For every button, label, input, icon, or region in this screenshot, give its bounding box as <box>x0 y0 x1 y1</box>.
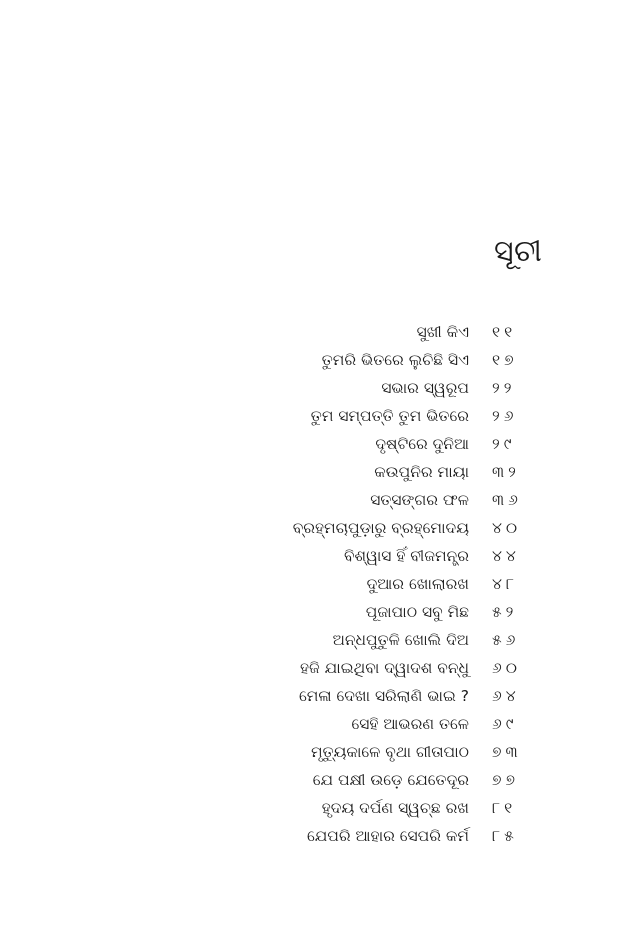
toc-row <box>0 598 633 626</box>
toc-entry-title: ତୁମ ସମ୍ପତ୍ତି ତୁମ ଭିତରେ <box>310 407 469 425</box>
toc-entry-title: ତୁମରି ଭିତରେ ଲୁଚିଛି ସିଏ <box>321 351 469 369</box>
toc-entry-title: ମେଳା ଦେଖା ସରିଲାଣି ଭାଇ ? <box>299 687 469 705</box>
toc-row <box>0 458 633 486</box>
toc-row <box>0 794 633 822</box>
toc-row <box>0 430 633 458</box>
toc-entry-page: ୬୪ <box>492 687 520 705</box>
toc-heading: ସୂଚୀ <box>494 234 543 269</box>
toc-entry-page: ୮୧ <box>492 799 517 817</box>
toc-row <box>0 374 633 402</box>
toc-row <box>0 402 633 430</box>
toc-entry-page: ୬୯ <box>492 715 518 733</box>
toc-row <box>0 514 633 542</box>
toc-row <box>0 542 633 570</box>
toc-entry-title: ବିଶ୍ୱାସ ହିଁ ବୀଜମନ୍ତ୍ର <box>343 547 469 565</box>
toc-entry-page: ୨୯ <box>492 435 516 453</box>
toc-row <box>0 766 633 794</box>
toc-entry-page: ୪୮ <box>492 575 519 593</box>
toc-row <box>0 654 633 682</box>
toc-row <box>0 346 633 374</box>
toc-entry-title: ହଜି ଯାଇଥିବା ଦ୍ୱାଦଶ ବନ୍ଧୁ <box>299 659 469 677</box>
toc-entry-title: ହୃଦୟ ଦର୍ପଣ ସ୍ୱଚ୍ଛ ରଖ <box>321 799 469 817</box>
toc-entry-page: ୭୭ <box>492 771 519 789</box>
toc-entry-page: ୬୦ <box>492 659 521 677</box>
toc-entry-title: ଦୁଆର ଖୋଲାରଖ <box>366 575 469 593</box>
toc-entry-title: ଅନ୍ଧପୁତୁଳି ଖୋଲି ଦିଅ <box>332 631 469 649</box>
toc-entry-title: ସଭାର ସ୍ୱରୂପ <box>381 379 469 397</box>
toc-entry-page: ୪୪ <box>492 547 520 565</box>
toc-entry-title: ବ୍ରହ୍ମଚାପୁଡ଼ାରୁ ବ୍ରହ୍ମୋଦୟ <box>292 519 469 537</box>
toc-entry-title: ସତ୍‌ସଙ୍ଗର ଫଳ <box>370 491 469 509</box>
toc-row <box>0 822 633 850</box>
toc-entry-title: ଯେ ପକ୍ଷୀ ଉଡ଼େ ଯେତେଦୂର <box>312 771 469 789</box>
toc-row <box>0 486 633 514</box>
toc-entry-title: ପୂଜାପାଠ ସବୁ ମିଛ <box>365 603 469 621</box>
toc-row <box>0 626 633 654</box>
toc-entry-page: ୪୦ <box>492 519 522 537</box>
toc-entry-page: ୨୨ <box>492 379 516 397</box>
toc-row <box>0 738 633 766</box>
toc-entry-page: ୩୬ <box>492 491 522 509</box>
toc-row <box>0 710 633 738</box>
toc-entry-page: ୧୧ <box>492 323 517 341</box>
toc-entry-title: ମୃତ୍ୟୁକାଳେ ବୃଥା ଗୀତାପାଠ <box>310 743 469 761</box>
toc-entry-page: ୧୭ <box>492 351 518 369</box>
toc-entry-page: ୭୩ <box>492 743 522 761</box>
toc-entry-title: ଦୃଷ୍ଟିରେ ଦୁନିଆ <box>375 435 469 453</box>
toc-entry-title: ସେହି ଆଭରଣ ତଳେ <box>351 715 469 733</box>
toc-row <box>0 570 633 598</box>
toc-row <box>0 318 633 346</box>
toc-entry-page: ୨୬ <box>492 407 518 425</box>
toc-entry-page: ୫୬ <box>492 631 520 649</box>
toc-entry-title: ଯେପରି ଆହାର ସେପରି କର୍ମ <box>306 827 469 845</box>
toc-entry-title: ସୁଖୀ କିଏ <box>416 323 469 341</box>
toc-row <box>0 682 633 710</box>
toc-entry-page: ୩୨ <box>492 463 520 481</box>
toc-list <box>0 318 633 850</box>
toc-entry-page: ୮୫ <box>492 827 518 845</box>
toc-entry-title: କଉପୁନିର ମାୟା <box>374 463 469 481</box>
toc-entry-page: ୫୨ <box>492 603 518 621</box>
